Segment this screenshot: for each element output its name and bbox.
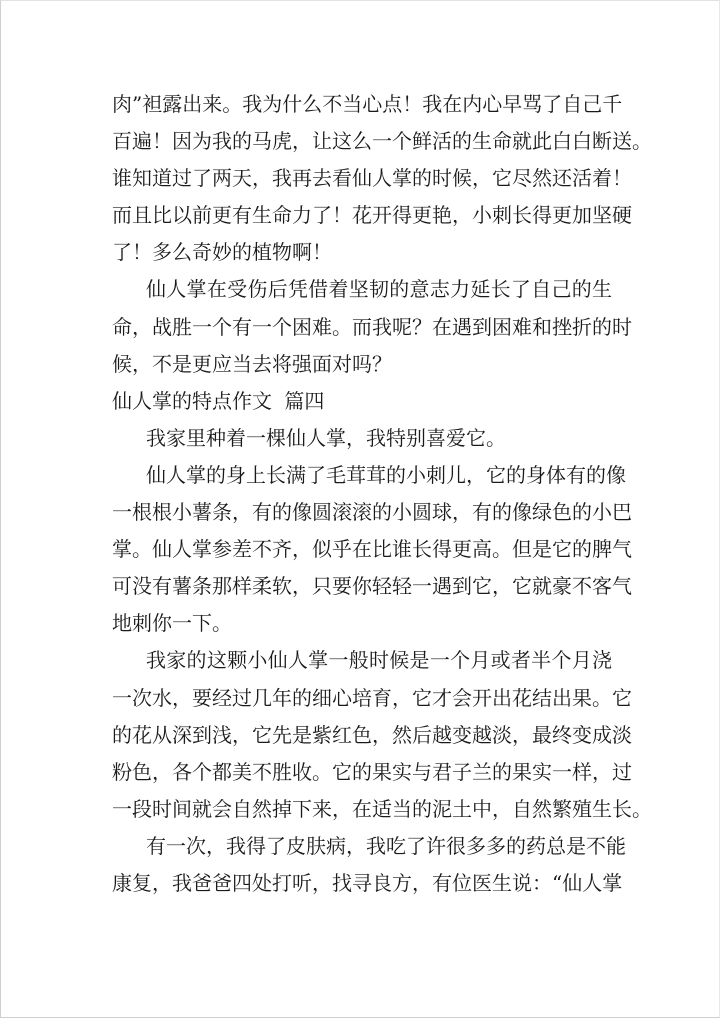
text-line: 一次水，要经过几年的细心培育，它才会开出花结出果。它 — [112, 685, 632, 710]
paragraph-start-line: 我家的这颗小仙人掌一般时候是一个月或者半个月浇 — [146, 648, 612, 673]
text-line: 掌。仙人掌参差不齐，似乎在比谁长得更高。但是它的脾气 — [112, 537, 632, 562]
text-line: 一根根小薯条，有的像圆滚滚的小圆球，有的像绿色的小巴 — [112, 500, 632, 525]
text-line: 一段时间就会自然掉下来，在适当的泥土中，自然繁殖生长。 — [112, 796, 652, 821]
text-line: 而且比以前更有生命力了！花开得更艳，小刺长得更加坚硬 — [112, 203, 632, 228]
paragraph-start-line: 仙人掌在受伤后凭借着坚韧的意志力延长了自己的生 — [146, 277, 612, 302]
text-line: 了！多么奇妙的植物啊！ — [112, 240, 332, 265]
paragraph-start-line: 我家里种着一棵仙人掌，我特别喜爱它。 — [146, 425, 506, 450]
paragraph-start-line: 有一次，我得了皮肤病，我吃了许很多多的药总是不能 — [146, 833, 626, 858]
text-line: 康复，我爸爸四处打听，找寻良方，有位医生说：“仙人掌 — [112, 870, 623, 895]
text-line: 可没有薯条那样柔软，只要你轻轻一遇到它，它就豪不客气 — [112, 574, 632, 599]
text-line: 命，战胜一个有一个困难。而我呢？在遇到困难和挫折的时 — [112, 314, 632, 339]
text-line: 谁知道过了两天，我再去看仙人掌的时候，它尽然还活着！ — [112, 166, 632, 191]
text-line: 粉色，各个都美不胜收。它的果实与君子兰的果实一样，过 — [112, 759, 632, 784]
text-line: 百遍！因为我的马虎，让这么一个鲜活的生命就此白白断送。 — [112, 129, 652, 154]
text-line: 地刺你一下。 — [112, 611, 232, 636]
text-line: 候，不是更应当去将强面对吗？ — [112, 351, 392, 376]
text-line: 肉”袒露出来。我为什么不当心点！我在内心早骂了自己千 — [112, 92, 623, 116]
text-line: 的花从深到浅，它先是紫红色，然后越变越淡，最终变成淡 — [112, 722, 632, 747]
paragraph-start-line: 仙人掌的身上长满了毛茸茸的小刺儿，它的身体有的像 — [146, 462, 626, 487]
section-heading: 仙人掌的特点作文 篇四 — [112, 388, 325, 413]
document-body — [112, 86, 652, 902]
